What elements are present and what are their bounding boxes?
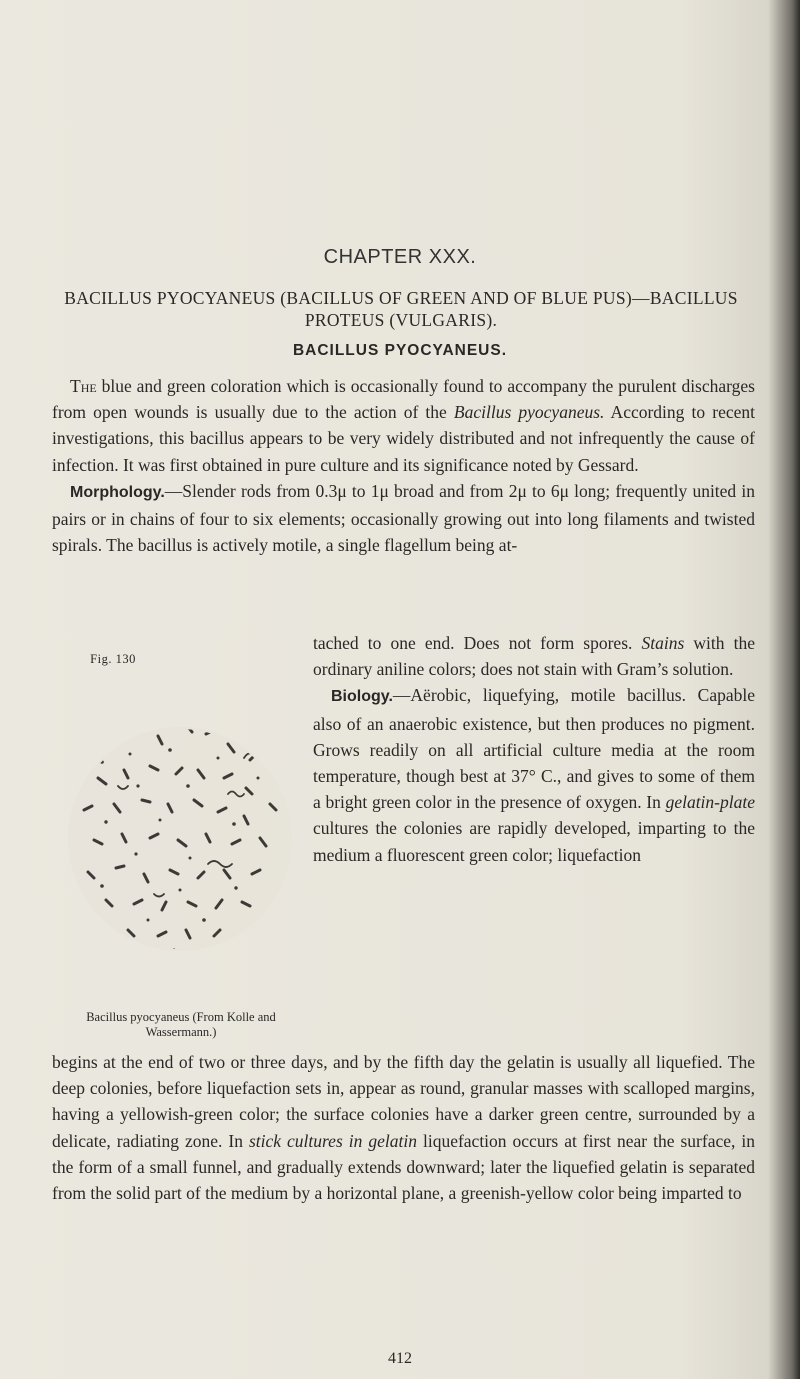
figure-130 — [58, 652, 304, 1072]
biology-text: —Aërobic, liquefying, motile bacillus. Capable also of an anaerobic existence, but then produces no pigment. Grows readily on all artificial culture media at the room temperature, though best at 37° C., and gives to some of them a bright green color in the presence of oxygen. In — [313, 685, 755, 813]
biology-paragraph — [313, 682, 755, 867]
chapter-heading: CHAPTER XXX. — [323, 246, 477, 268]
chapter-title: BACILLUS PYOCYANEUS (BACILLUS OF GREEN AND OF BLUE PUS)—BACILLUS PROTEUS (VULGARIS). — [64, 288, 738, 330]
right-text-1: tached to one end. Does not form spores. — [313, 633, 642, 653]
stains-paragraph — [313, 630, 755, 682]
intro-text-1: blue and green coloration which is occasionally found to accompany the purulent discharges from open wounds is usually due to the action of the — [52, 376, 755, 423]
stick-cultures-label: stick cultures in gelatin — [248, 1130, 417, 1151]
continuation-paragraph — [52, 1049, 755, 1206]
biology-heading: Biology. — [331, 688, 393, 706]
stains-label: Stains — [641, 633, 685, 653]
bacillus-micrograph — [58, 674, 304, 1004]
section-heading: BACILLUS PYOCYANEUS. — [292, 342, 508, 359]
figure-caption: Bacillus pyocyaneus (From Kolle and Wassermann.) — [86, 1010, 276, 1039]
morphology-heading: Morphology. — [70, 483, 165, 501]
continuation-text-2: liquefaction occurs at first near the surface, in the form of a small funnel, and gradually extends downward; later the liquefied gelatin is separated from the solid part of the medium by a horizontal plane, a greenish-yellow color being imparted to — [52, 1130, 756, 1204]
gelatin-plate-label: gelatin-plate — [665, 792, 755, 813]
intro-italic-name: Bacillus pyocyaneus. — [453, 402, 605, 423]
page-number: 412 — [388, 1350, 412, 1367]
intro-lead: The — [70, 376, 97, 396]
continuation-text-1: begins at the end of two or three days, and by the fifth day the gelatin is usually all liquefied. The deep colonies, before liquefaction sets in, appear as round, granular masses with scalloped margins, having a yellowish-green color; the surface colonies have a darker green centre, surrounded by a delicate, radiating zone. In — [52, 1052, 755, 1151]
intro-text-2: According to recent investigations, this bacillus appears to be very widely distributed and not infrequently the cause of infection. It was first obtained in pure culture and its significance noted by Gessard. — [52, 402, 755, 475]
right-text-3: cultures the colonies are rapidly developed, imparting to the medium a fluorescent green color; liquefaction — [313, 818, 755, 865]
morphology-text: —Slender rods from 0.3μ to 1μ broad and from 2μ to 6μ long; frequently united in pairs or in chains of four to six elements; occasionally growing out into long filaments and twisted spirals. The bacillus is actively motile, a single flagellum being at- — [52, 480, 755, 556]
top-text-block — [52, 373, 755, 558]
bottom-text-block — [52, 1049, 755, 1206]
right-text-2: with the ordinary aniline colors; does not stain with Gram’s solution. — [313, 633, 755, 680]
morphology-paragraph — [52, 478, 755, 559]
right-column-text — [313, 630, 755, 868]
figure-label: Fig. 130 — [90, 652, 136, 666]
intro-paragraph — [52, 373, 755, 478]
